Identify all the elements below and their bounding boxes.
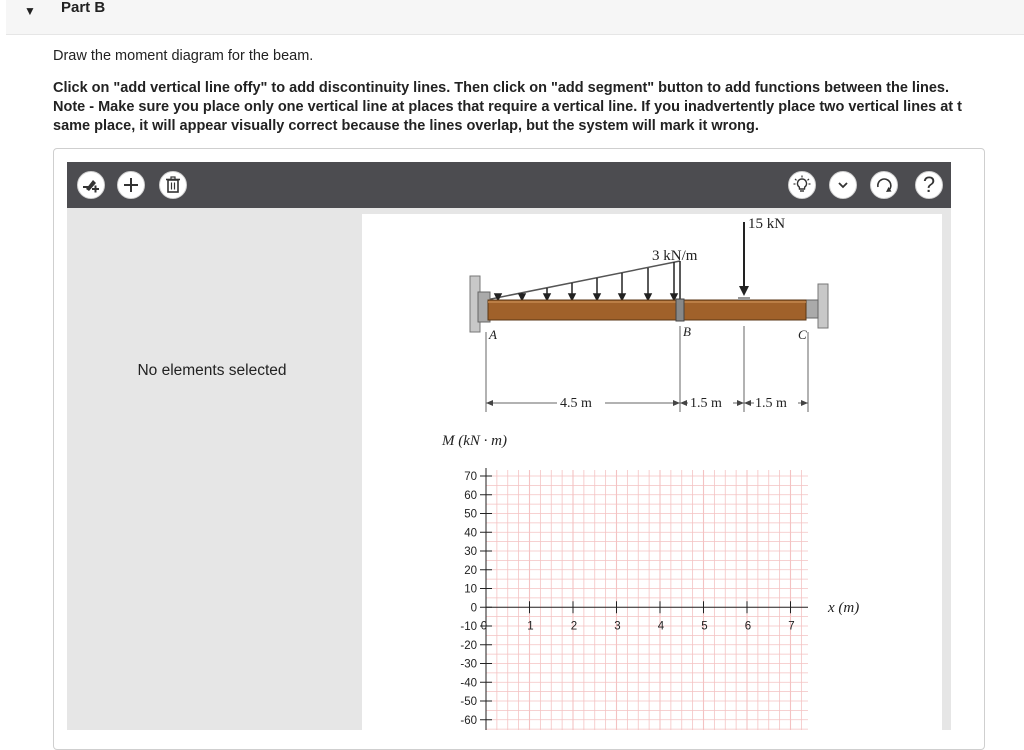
- x-tick-label: 7: [788, 620, 795, 633]
- y-tick-label: -40: [460, 677, 477, 690]
- trash-icon: [165, 176, 181, 194]
- hint-button[interactable]: [788, 171, 816, 199]
- hinge-b: [676, 299, 684, 321]
- reset-icon: [874, 175, 894, 195]
- load-plate: [738, 297, 750, 300]
- side-panel: [67, 208, 357, 730]
- options-dropdown-button[interactable]: [829, 171, 857, 199]
- point-load-arrowhead: [739, 286, 749, 296]
- point-load-label: 15 kN: [748, 216, 786, 232]
- point-b-label: B: [683, 324, 691, 339]
- y-tick-label: 60: [464, 489, 477, 502]
- x-tick-label: 1: [527, 620, 534, 633]
- y-tick-label: -10: [460, 621, 477, 633]
- y-tick-label: 30: [464, 546, 477, 558]
- x-tick-label: 5: [701, 620, 708, 633]
- y-tick-label: 20: [464, 564, 477, 577]
- chevron-down-icon: [836, 178, 850, 192]
- x-tick-label: 4: [657, 620, 665, 633]
- instruction-line: same place, it will appear visually correct because the lines overlap, but the system will mark it wrong.: [53, 118, 759, 134]
- instruction-bold: [53, 79, 1024, 136]
- y-tick-label: -30: [460, 658, 477, 671]
- reset-button[interactable]: [870, 171, 898, 199]
- support-c-pin: [806, 300, 818, 318]
- beam: [488, 300, 806, 320]
- add-segment-button[interactable]: [117, 171, 145, 199]
- delete-button[interactable]: [159, 171, 187, 199]
- graph-grid[interactable]: [486, 470, 808, 730]
- toolbar: [67, 162, 951, 208]
- add-segment-icon: [122, 176, 140, 194]
- x-tick-label: 6: [744, 620, 752, 633]
- dimension-label-load-c: 1.5 m: [755, 396, 787, 411]
- y-tick-label: 40: [464, 527, 477, 540]
- drawing-canvas[interactable]: [362, 214, 942, 730]
- graph-x-axis-label: x (m): [828, 600, 860, 616]
- graph-y-axis-label: M (kN · m): [442, 433, 507, 449]
- hint-bulb-icon: [792, 175, 812, 195]
- x-tick-label: 3: [614, 620, 621, 633]
- add-vertical-line-icon: [81, 175, 101, 195]
- distributed-load-label: 3 kN/m: [652, 248, 698, 264]
- selection-status: No elements selected: [137, 362, 287, 379]
- dimension-label-b-load: 1.5 m: [690, 396, 722, 411]
- x-tick-label: 2: [570, 620, 578, 633]
- y-tick-label: 0: [470, 602, 477, 615]
- x-tick-label: 0: [480, 620, 488, 633]
- help-icon: ?: [922, 172, 936, 197]
- support-c-wall: [818, 284, 828, 328]
- y-tick-label: 50: [464, 508, 477, 521]
- part-header[interactable]: [6, 0, 1024, 35]
- add-vertical-line-button[interactable]: [77, 171, 105, 199]
- instruction-text: Draw the moment diagram for the beam.: [53, 48, 314, 64]
- support-a-label: A: [489, 327, 497, 342]
- y-tick-label: -60: [460, 714, 477, 727]
- part-title: Part B: [61, 0, 106, 16]
- y-tick-label: -20: [460, 639, 477, 652]
- instruction-line: Click on "add vertical line offy" to add discontinuity lines. Then click on "add segment" button to add functions between the lines.: [53, 80, 949, 96]
- support-c-label: C: [798, 327, 807, 342]
- instruction-line: Note - Make sure you place only one vertical line at places that require a vertical line. If you inadvertently place two vertical lines at t: [53, 99, 962, 115]
- graph-axes: [460, 468, 808, 730]
- y-tick-label: 70: [464, 471, 477, 483]
- help-button[interactable]: [915, 171, 943, 199]
- beam-figure-and-graph: [362, 214, 942, 730]
- dimension-label-ab: 4.5 m: [560, 396, 592, 411]
- y-tick-label: 10: [464, 583, 477, 596]
- y-tick-label: -50: [460, 696, 477, 708]
- collapse-caret-icon[interactable]: ▼: [24, 4, 36, 18]
